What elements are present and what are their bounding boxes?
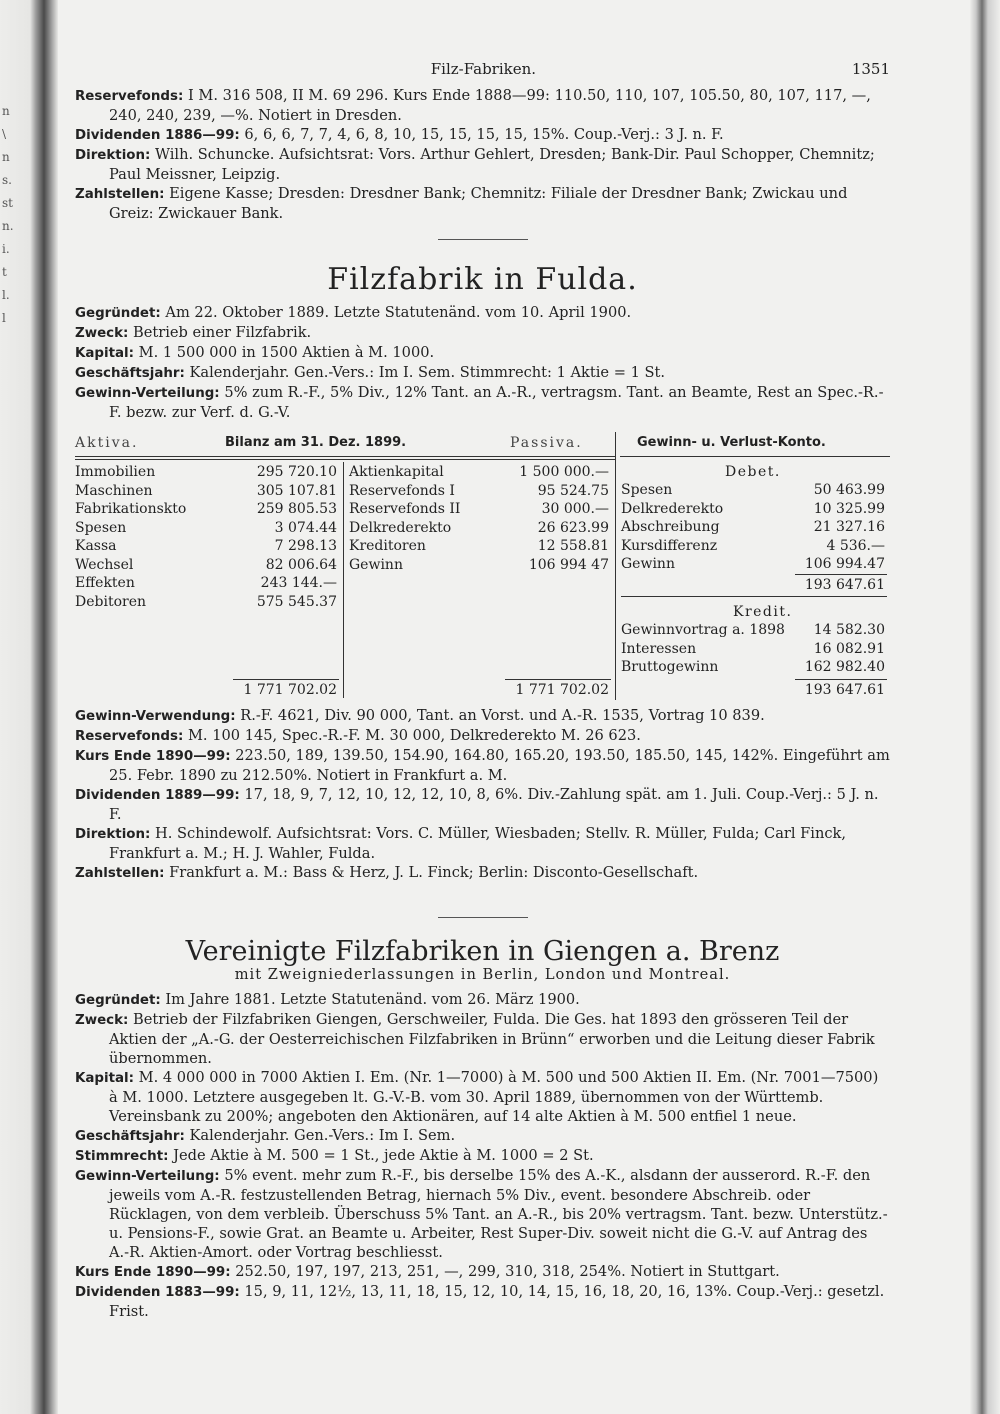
entry-label: Zahlstellen:	[75, 866, 165, 881]
entry-label: Direktion:	[75, 148, 151, 163]
aktiva-amount: 295 720.10	[256, 464, 337, 480]
passiva-amount: 106 994 47	[528, 556, 609, 573]
passiva-item: Delkrederekto	[349, 519, 452, 536]
fulda-after	[75, 706, 890, 883]
aktiva-item: Kassa	[75, 538, 117, 554]
entry-text: Jede Aktie à M. 500 = 1 St., jede Aktie à M. 1000 = 2 St.	[173, 1147, 594, 1164]
entry-label: Kurs Ende 1890—99:	[75, 1265, 231, 1280]
kredit-item: Gewinnvortrag a. 1898	[621, 622, 785, 638]
page-number: 1351	[851, 60, 890, 78]
entry-text: 223.50, 189, 139.50, 154.90, 164.80, 165.20, 193.50, 185.50, 145, 142%. Eingeführt am 25. Febr. 1890 zu 212.50%. Notiert in Frankfurt a. M.	[109, 747, 890, 784]
entry	[75, 1068, 890, 1126]
balance-sheet	[75, 432, 890, 700]
passiva-item: Reservefonds II	[349, 501, 461, 517]
aktiva-item: Fabrikationskto	[75, 501, 187, 517]
debet-item: Delkrederekto	[621, 500, 724, 517]
entry	[75, 990, 890, 1010]
entry-text: 15, 9, 11, 12½, 13, 11, 18, 15, 12, 10, 14, 15, 16, 18, 20, 16, 13%. Coup.-Verj.: gesetzl. Frist.	[109, 1283, 885, 1320]
page-header	[75, 60, 890, 86]
kredit-label: Kredit.	[733, 604, 793, 620]
kredit-row	[621, 640, 885, 659]
passiva-item: Aktienkapital	[349, 464, 444, 480]
aktiva-label: Aktiva.	[75, 435, 139, 451]
entry	[75, 323, 890, 343]
passiva-total-rule	[505, 679, 611, 680]
entry-text: M. 4 000 000 in 7000 Aktien I. Em. (Nr. 1—7000) à M. 500 und 500 Aktien II. Em. (Nr. 7001—7500) à M. 1000. Letztere ausgegeben lt. G.-V.-B. vom 30. April 1889, übernommen von der Württemb. Vereinsbank zu 200%; angeboten den Aktionären, auf 14 alte Aktien à M. 500 entfiel 1 neue.	[109, 1069, 879, 1125]
kredit-row	[621, 658, 885, 677]
aktiva-total-rule	[233, 679, 339, 680]
entry-text: 5% event. mehr zum R.-F., bis derselbe 15% des A.-K., alsdann der ausserord. R.-F. den jeweils vom A.-R. festzustellenden Betrag, hiernach 5% Div., event. besondere Abschreib. oder Rücklagen, von dem verbleib. Überschuss 5% Tant. an A.-R., bis 20% vertragsm. Tant. bezw. Unterstütz.- u. Pensions-F., sowie Grat. an Beamte u. Arbeiter, Rest Super-Div. soweit nicht die G.-V. auf Antrag des A.-R. Aktien-Amort. oder Vortrag beschliesst.	[109, 1167, 888, 1261]
entry-text: Betrieb der Filzfabriken Giengen, Gerschweiler, Fulda. Die Ges. hat 1893 den grösseren Teil der Aktien der „A.-G. der Oesterreichischen Filzfabriken in Brünn“ erworben und die Leitung dieser Fabrik übernommen.	[109, 1011, 875, 1067]
entry	[75, 824, 890, 863]
kredit-amount: 14 582.30	[813, 622, 885, 638]
entry-label: Reservefonds:	[75, 729, 184, 744]
entry-label: Reservefonds:	[75, 89, 184, 104]
debet-item: Abschreibung	[621, 519, 720, 535]
entry	[75, 1126, 890, 1146]
aktiva-amount: 82 006.64	[265, 556, 337, 573]
aktiva-row	[75, 574, 337, 593]
debet-amount: 10 325.99	[813, 500, 885, 517]
debet-amount: 50 463.99	[813, 482, 885, 498]
giengen-heading: Vereinigte Filzfabriken in Giengen a. Brenz	[185, 936, 780, 967]
entry	[75, 1166, 890, 1262]
entry-label: Kurs Ende 1890—99:	[75, 749, 231, 764]
entry	[75, 343, 890, 363]
aktiva-amount: 3 074.44	[274, 519, 337, 536]
entry	[75, 184, 890, 223]
kredit-amount: 16 082.91	[813, 640, 885, 657]
entry-text: 17, 18, 9, 7, 12, 10, 12, 12, 10, 8, 6%. Div.-Zahlung spät. am 1. Juli. Coup.-Verj.: 5 J. n. F.	[109, 786, 879, 823]
kredit-total: 193 647.61	[804, 682, 885, 698]
entry	[75, 145, 890, 184]
passiva-amount: 30 000.—	[541, 501, 609, 517]
margin-mark: i.	[2, 242, 10, 256]
binding-edge-right	[970, 0, 1000, 1414]
giengen-subtitle: mit Zweigniederlassungen in Berlin, London und Montreal.	[234, 966, 731, 983]
entry	[75, 1262, 890, 1282]
aktiva-item: Wechsel	[75, 556, 134, 573]
aktiva-list	[75, 463, 337, 611]
debet-item: Gewinn	[621, 556, 675, 572]
fulda-details	[75, 303, 890, 422]
entry-text: Eigene Kasse; Dresden: Dresdner Bank; Chemnitz: Filiale der Dresdner Bank; Zwickau und Greiz: Zwickauer Bank.	[109, 185, 848, 222]
debet-label: Debet.	[725, 464, 781, 480]
giengen-details	[75, 990, 890, 1321]
entry	[75, 303, 890, 323]
passiva-row	[349, 519, 609, 538]
passiva-amount: 1 500 000.—	[519, 464, 609, 480]
entry-text: 6, 6, 6, 7, 7, 4, 6, 8, 10, 15, 15, 15, 15, 15%. Coup.-Verj.: 3 J. n. F.	[244, 126, 724, 143]
debet-total-rule	[795, 574, 887, 575]
margin-mark: n.	[2, 219, 14, 233]
entry-label: Gegründet:	[75, 993, 161, 1008]
entry-label: Dividenden 1889—99:	[75, 788, 240, 803]
aktiva-row	[75, 482, 337, 501]
header-rule	[75, 456, 615, 457]
margin-mark: l.	[2, 288, 10, 302]
entry-label: Zweck:	[75, 326, 129, 341]
entry-text: Wilh. Schuncke. Aufsichtsrat: Vors. Arthur Gehlert, Dresden; Bank-Dir. Paul Schopper, Chemnitz; Paul Meissner, Leipzig.	[109, 146, 875, 183]
aktiva-amount: 575 545.37	[256, 593, 337, 610]
margin-marks	[2, 100, 14, 330]
entry-text: Am 22. Oktober 1889. Letzte Statutenänd. vom 10. April 1900.	[165, 304, 632, 321]
debet-item: Spesen	[621, 482, 673, 498]
gv-divider	[615, 432, 616, 700]
entry	[75, 1010, 890, 1068]
passiva-amount: 26 623.99	[537, 519, 609, 536]
entry-text: M. 100 145, Spec.-R.-F. M. 30 000, Delkrederekto M. 26 623.	[187, 727, 641, 744]
entry-label: Stimmrecht:	[75, 1149, 169, 1164]
aktiva-item: Effekten	[75, 575, 135, 591]
debet-total: 193 647.61	[804, 577, 885, 593]
entry-label: Dividenden 1886—99:	[75, 128, 240, 143]
entry-text: 5% zum R.-F., 5% Div., 12% Tant. an A.-R., vertragsm. Tant. an Beamte, Rest an Spec.-R.-F. bezw. zur Verf. d. G.-V.	[109, 384, 884, 421]
kredit-item: Interessen	[621, 640, 697, 657]
aktiva-amount: 305 107.81	[256, 482, 337, 499]
entry-label: Gewinn-Verteilung:	[75, 1169, 220, 1184]
debet-item: Kursdifferenz	[621, 537, 718, 554]
debet-row	[621, 481, 885, 500]
aktiva-row	[75, 519, 337, 538]
margin-mark: s.	[2, 173, 12, 187]
entry-label: Gewinn-Verteilung:	[75, 386, 220, 401]
entry-text: Betrieb einer Filzfabrik.	[133, 324, 312, 341]
aktiva-row	[75, 500, 337, 519]
aktiva-amount: 243 144.—	[260, 575, 337, 591]
entry	[75, 383, 890, 422]
entry-label: Kapital:	[75, 346, 134, 361]
entry-label: Geschäftsjahr:	[75, 1129, 185, 1144]
aktiva-item: Immobilien	[75, 464, 156, 480]
passiva-row	[349, 500, 609, 519]
page	[75, 60, 890, 1321]
gv-title: Gewinn- u. Verlust-Konto.	[637, 435, 826, 450]
aktiva-item: Spesen	[75, 519, 127, 536]
passiva-row	[349, 556, 609, 575]
aktiva-row	[75, 537, 337, 556]
entry	[75, 863, 890, 883]
kredit-total-rule	[795, 679, 887, 680]
debet-list	[621, 481, 885, 574]
aktiva-total: 1 771 702.02	[243, 682, 337, 698]
passiva-label: Passiva.	[510, 435, 583, 451]
header-rule-double	[75, 459, 615, 460]
margin-mark: l	[2, 311, 6, 325]
entry	[75, 785, 890, 824]
debet-amount: 21 327.16	[813, 519, 885, 535]
entry	[75, 1146, 890, 1166]
passiva-row	[349, 482, 609, 501]
entry-text: M. 1 500 000 in 1500 Aktien à M. 1000.	[138, 344, 435, 361]
kredit-amount: 162 982.40	[804, 659, 885, 675]
debet-row	[621, 555, 885, 574]
entry	[75, 363, 890, 383]
aktiva-amount: 259 805.53	[256, 501, 337, 517]
margin-mark: t	[2, 265, 7, 279]
entry	[75, 706, 890, 726]
entry-label: Geschäftsjahr:	[75, 366, 185, 381]
passiva-item: Reservefonds I	[349, 482, 455, 499]
margin-mark: \	[2, 127, 7, 141]
passiva-item: Gewinn	[349, 556, 403, 573]
entry-text: I M. 316 508, II M. 69 296. Kurs Ende 1888—99: 110.50, 110, 107, 105.50, 80, 107, 117, —, 240, 240, 239, —%. Notiert in Dresden.	[109, 87, 871, 124]
entry-text: Kalenderjahr. Gen.-Vers.: Im I. Sem.	[189, 1127, 456, 1144]
section-divider	[438, 239, 528, 240]
passiva-row	[349, 463, 609, 482]
margin-mark: n	[2, 150, 10, 164]
entry-text: H. Schindewolf. Aufsichtsrat: Vors. C. Müller, Wiesbaden; Stellv. R. Müller, Fulda; Carl Finck, Frankfurt a. M.; H. J. Wahler, Fulda.	[109, 825, 847, 862]
passiva-row	[349, 537, 609, 556]
passiva-total: 1 771 702.02	[515, 682, 609, 698]
aktiva-divider	[343, 462, 344, 698]
passiva-amount: 12 558.81	[537, 538, 609, 554]
passiva-amount: 95 524.75	[537, 482, 609, 499]
entry-text: 252.50, 197, 197, 213, 251, —, 299, 310, 318, 254%. Notiert in Stuttgart.	[235, 1263, 780, 1280]
kredit-top-rule	[621, 596, 887, 597]
margin-mark: st	[2, 196, 13, 210]
debet-row	[621, 518, 885, 537]
entry-text: Kalenderjahr. Gen.-Vers.: Im I. Sem. Stimmrecht: 1 Aktie = 1 St.	[189, 364, 666, 381]
kredit-list	[621, 621, 885, 677]
fulda-heading: Filzfabrik in Fulda.	[327, 262, 638, 297]
aktiva-item: Debitoren	[75, 593, 146, 610]
entry-label: Gewinn-Verwendung:	[75, 709, 236, 724]
passiva-list	[349, 463, 609, 574]
gv-header-rule	[620, 456, 890, 457]
entry	[75, 726, 890, 746]
aktiva-amount: 7 298.13	[274, 538, 337, 554]
kredit-row	[621, 621, 885, 640]
bilanz-title: Bilanz am 31. Dez. 1899.	[225, 435, 407, 450]
entry-text: Frankfurt a. M.: Bass & Herz, J. L. Finck; Berlin: Disconto-Gesellschaft.	[169, 864, 699, 881]
top-section	[75, 86, 890, 223]
aktiva-row	[75, 463, 337, 482]
entry	[75, 1282, 890, 1321]
entry-label: Kapital:	[75, 1071, 134, 1086]
margin-mark: n	[2, 104, 10, 118]
aktiva-row	[75, 556, 337, 575]
entry-text: R.-F. 4621, Div. 90 000, Tant. an Vorst. und A.-R. 1535, Vortrag 10 839.	[240, 707, 765, 724]
entry-label: Zahlstellen:	[75, 187, 165, 202]
entry	[75, 86, 890, 125]
aktiva-row	[75, 593, 337, 612]
debet-row	[621, 500, 885, 519]
debet-amount: 4 536.—	[826, 537, 885, 554]
debet-row	[621, 537, 885, 556]
kredit-item: Bruttogewinn	[621, 659, 719, 675]
debet-amount: 106 994.47	[804, 556, 885, 572]
entry-label: Gegründet:	[75, 306, 161, 321]
entry-label: Direktion:	[75, 827, 151, 842]
entry	[75, 746, 890, 785]
passiva-item: Kreditoren	[349, 538, 426, 554]
section-divider	[438, 917, 528, 918]
entry-label: Dividenden 1883—99:	[75, 1285, 240, 1300]
entry-label: Zweck:	[75, 1013, 129, 1028]
entry-text: Im Jahre 1881. Letzte Statutenänd. vom 26. März 1900.	[165, 991, 580, 1008]
running-title: Filz-Fabriken.	[430, 60, 537, 78]
entry	[75, 125, 890, 145]
aktiva-item: Maschinen	[75, 482, 153, 499]
